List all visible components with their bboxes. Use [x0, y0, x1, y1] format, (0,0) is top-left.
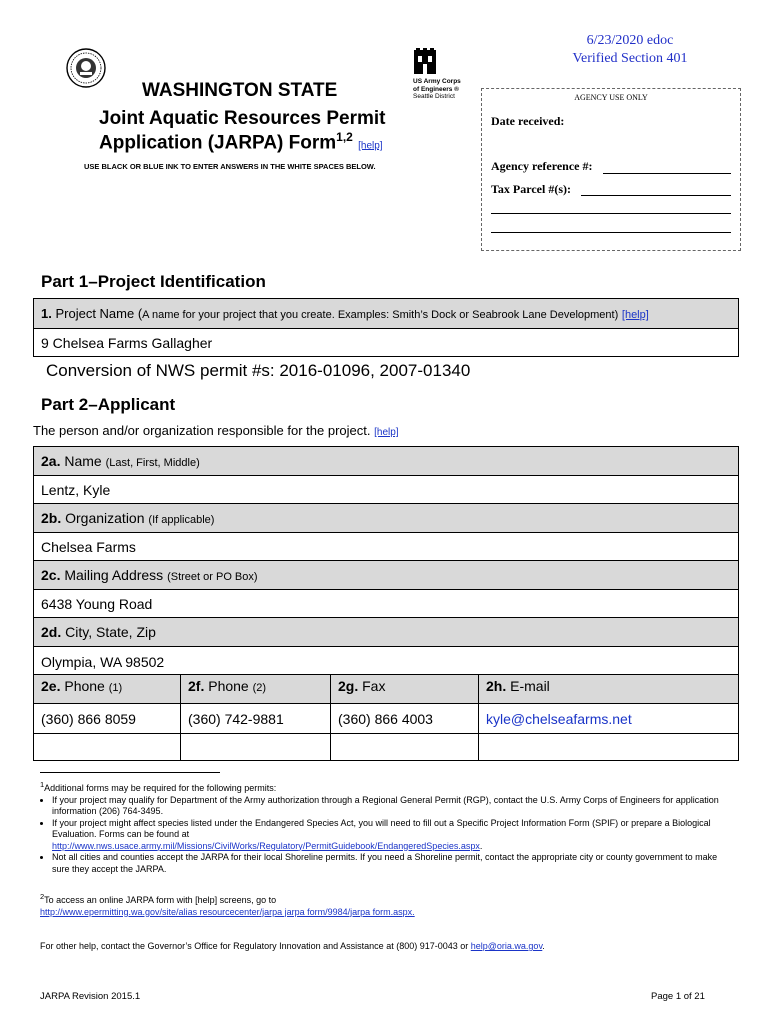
date-received-label: Date received:	[491, 114, 565, 128]
form-title-line2: Application (JARPA) Form$^{1,2}$ [help]	[99, 130, 383, 154]
form-title-line1: Joint Aquatic Resources Permit	[99, 108, 386, 129]
organization-field[interactable]	[33, 532, 739, 561]
page-number: Page 1 of 21	[651, 991, 705, 1002]
phone1-value: (360) 866 8059	[41, 711, 136, 727]
help-link[interactable]: [help]	[358, 140, 383, 152]
project-name-field[interactable]	[33, 328, 739, 357]
part2-intro: The person and/or organization responsible for the project. [help]	[33, 423, 399, 438]
phone2-value: (360) 742-9881	[188, 711, 284, 727]
mailing-address-field[interactable]	[33, 589, 739, 618]
footnote-divider	[40, 772, 220, 773]
contact-empty-row	[33, 733, 739, 761]
army-corps-logo-text: US Army Corps of Engineers ® Seattle District	[413, 78, 461, 100]
oria-email-link[interactable]: help@oria.wa.gov	[470, 941, 543, 951]
agency-use-box	[481, 88, 741, 251]
applicant-name-value: Lentz, Kyle	[41, 482, 111, 498]
help-link[interactable]: [help]	[374, 427, 399, 438]
form-state-title: WASHINGTON STATE	[142, 80, 338, 101]
tax-parcel-line-2[interactable]	[491, 213, 731, 214]
washington-state-seal-icon	[66, 48, 106, 88]
mailing-address-header: 2c. Mailing Address (Street or PO Box)	[33, 560, 739, 590]
footnote-bullet: • If your project may qualify for Department of the Army authorization through a Regional General Permit (RGP), contact the U.S. Army Corps of Engineers for application information (206) 764-3495.	[52, 795, 730, 818]
footnote-bullet: • Not all cities and counties accept the JARPA for their local Shoreline permits. If you need a Shoreline permit, contact the appropriate city or county government to make sure they accept the JARPA.	[52, 852, 730, 875]
endangered-species-link[interactable]: http://www.nws.usace.army.mil/Missions/CivilWorks/Regulatory/PermitGuidebook/EndangeredSpecies.aspx	[52, 840, 480, 851]
tax-parcel-label: Tax Parcel #(s):	[491, 182, 571, 196]
agency-use-header: AGENCY USE ONLY	[574, 93, 648, 102]
fax-field[interactable]	[331, 704, 479, 733]
help-link[interactable]: [help]	[621, 309, 649, 321]
project-name-header: 1. Project Name (A name for your project that you create. Examples: Smith’s Dock or Seabrook Lane Development) [help]	[33, 298, 739, 329]
ink-instruction: USE BLACK OR BLUE INK TO ENTER ANSWERS IN THE WHITE SPACES BELOW.	[84, 162, 376, 171]
organization-value: Chelsea Farms	[41, 539, 136, 555]
city-state-zip-field[interactable]	[33, 646, 739, 675]
project-name-value: 9 Chelsea Farms Gallagher	[41, 335, 213, 351]
part2-title: Part 2–Applicant	[41, 395, 176, 414]
part1-title: Part 1–Project Identification	[41, 272, 266, 291]
revision-label: JARPA Revision 2015.1	[40, 991, 141, 1002]
applicant-name-field[interactable]	[33, 475, 739, 504]
fax-extra-field[interactable]	[331, 734, 479, 760]
footnote-bullet: • If your project might affect species listed under the Endangered Species Act, you will need to fill out a Specific Project Information Form (SPIF) or prepare a Biological Evaluation. Forms can be found at http://www.nws.usace.army.mil/Missions/CivilWorks/Regulatory/PermitGuidebook/EndangeredSpecies.aspx.	[52, 818, 730, 853]
other-help: For other help, contact the Governor’s Office for Regulatory Innovation and Assistance at (800) 917-0043 or help@oria.wa.gov.	[40, 941, 545, 951]
footnote-1: $^1$Additional forms may be required for the following permits: • If your project may qualify for Department of the Army authorization through a Regional General Permit (RGP), contact the U.S. Army Corps of Engineers for application information (206) 764-3495. • If your project might affect species listed under the Endangered Species Act, you will need to fill out a Specific Project Information Form (SPIF) or prepare a Biological Evaluation. Forms can be found at http://www.nws.usace.army.mil/Missions/CivilWorks/Regulatory/PermitGuidebook/EndangeredSpecies.aspx. • Not all cities and counties accept the JARPA for their local Shoreline permits. If you need a Shoreline permit, contact the appropriate city or county government to make sure they accept the JARPA.	[40, 779, 730, 875]
applicant-name-header: 2a. Name (Last, First, Middle)	[33, 446, 739, 476]
email-extra-field[interactable]	[479, 734, 738, 760]
fax-value: (360) 866 4003	[338, 711, 433, 727]
mailing-address-value: 6438 Young Road	[41, 596, 153, 612]
contact-header-row: 2e. Phone (1) 2f. Phone (2) 2g. Fax 2h. E-mail	[33, 674, 739, 704]
tax-parcel-line-1[interactable]	[581, 195, 731, 196]
email-field[interactable]	[479, 704, 738, 733]
organization-header: 2b. Organization (If applicable)	[33, 503, 739, 533]
phone1-extra-field[interactable]	[34, 734, 181, 760]
tax-parcel-line-3[interactable]	[491, 232, 731, 233]
contact-values-row	[33, 703, 739, 734]
agency-reference-label: Agency reference #:	[491, 159, 593, 173]
verification-stamp	[540, 32, 720, 68]
city-state-zip-value: Olympia, WA 98502	[41, 654, 165, 670]
footnote-2: $^2$To access an online JARPA form with [help] screens, go to http://www.epermitting.wa.gov/site/alias resourcecenter/jarpa jarpa form/9984/jarpa form.aspx.	[40, 891, 730, 918]
agency-reference-line[interactable]	[603, 173, 731, 174]
phone1-field[interactable]	[34, 704, 181, 733]
stamp-note: Verified Section 401	[572, 51, 688, 66]
city-state-zip-header: 2d. City, State, Zip	[33, 617, 739, 647]
phone2-field[interactable]	[181, 704, 331, 733]
conversion-note: Conversion of NWS permit #s: 2016-01096, 2007-01340	[46, 361, 471, 380]
email-value: kyle@chelseafarms.net	[486, 711, 632, 727]
stamp-date: 6/23/2020 edoc	[586, 33, 674, 48]
jarpa-online-link[interactable]: http://www.epermitting.wa.gov/site/alias resourcecenter/jarpa jarpa form/9984/jarpa form.aspx.	[40, 906, 415, 917]
phone2-extra-field[interactable]	[181, 734, 331, 760]
